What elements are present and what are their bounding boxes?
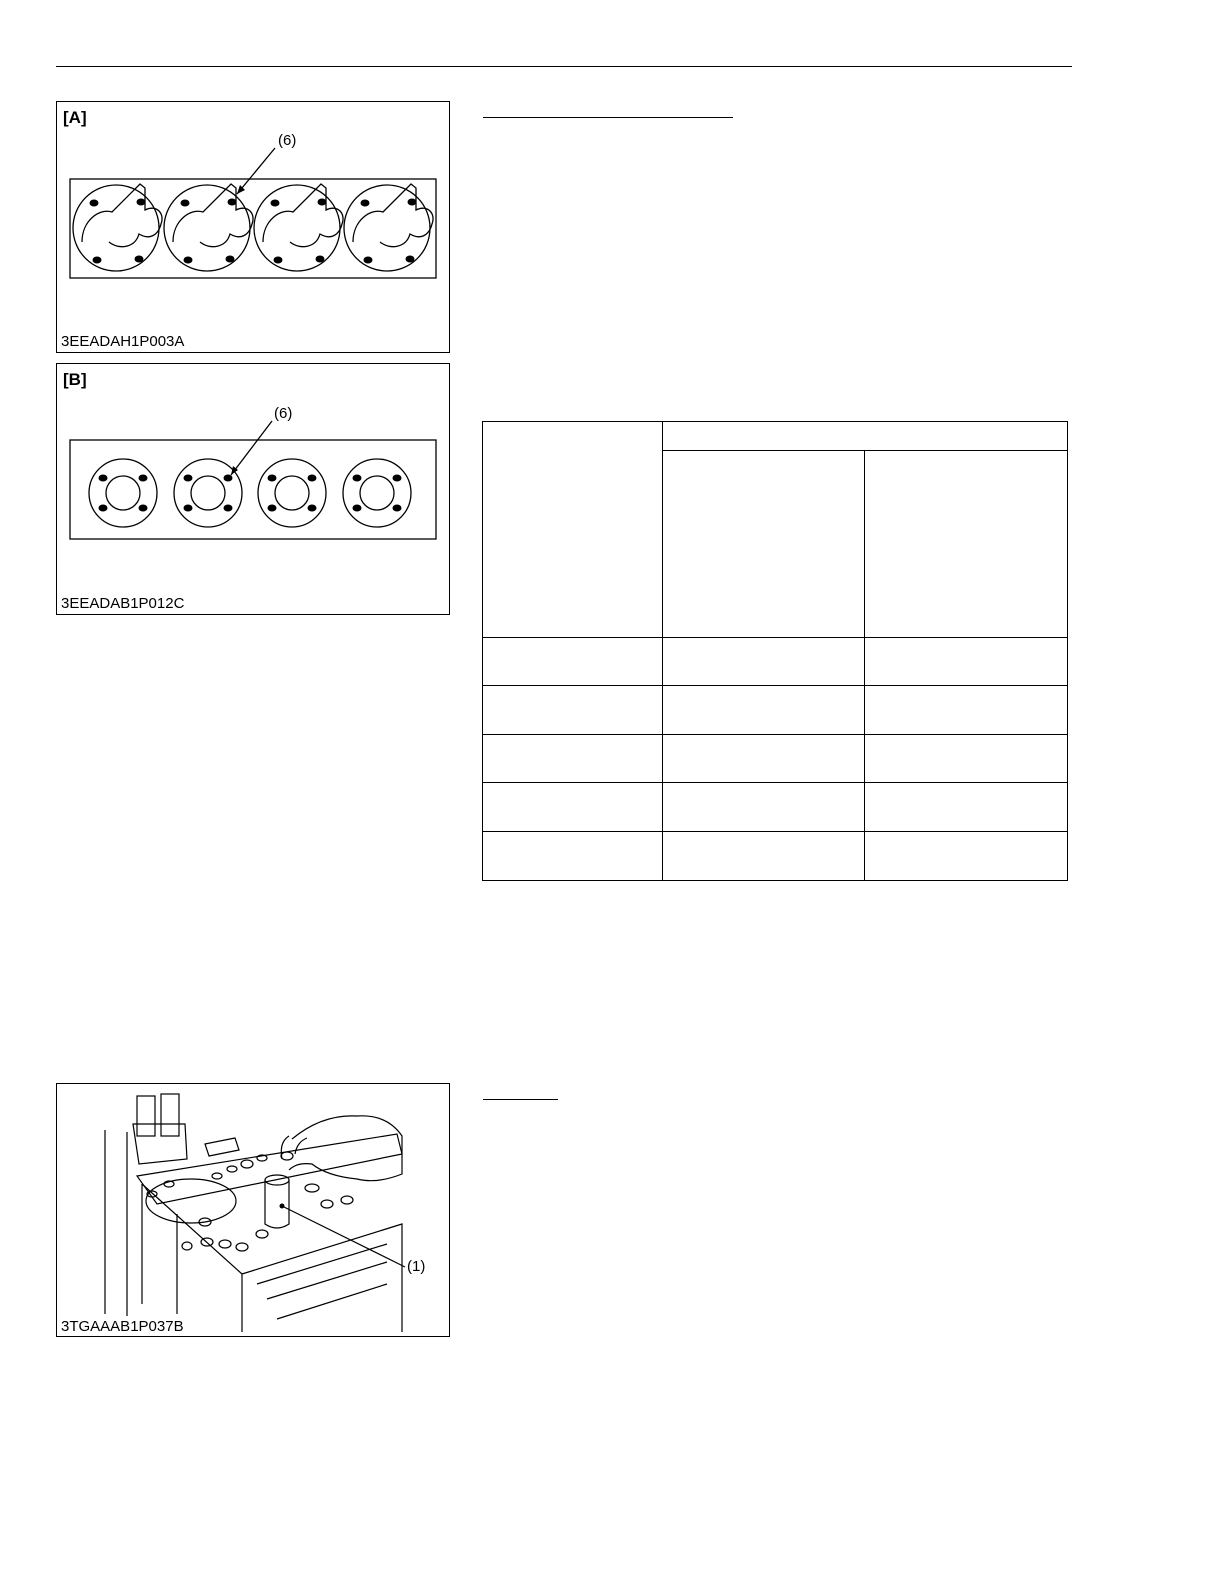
figure-a-callout: (6) — [278, 132, 297, 149]
table-border-right — [1067, 421, 1068, 881]
table-row-divider — [482, 685, 1068, 686]
table-border-left — [482, 421, 483, 881]
figure-b-head-gasket-top-view — [56, 363, 450, 615]
table-row-divider — [482, 637, 1068, 638]
figure-b-label: [B] — [63, 370, 87, 389]
table-row-divider — [482, 831, 1068, 832]
table-row-divider — [482, 782, 1068, 783]
figure-c-code: 3TGAAAB1P037B — [61, 1318, 184, 1335]
section-heading-underline-1 — [483, 117, 733, 118]
figure-a-code: 3EEADAH1P003A — [61, 333, 185, 350]
table-column-divider — [662, 421, 663, 881]
figure-b-drawing — [57, 364, 451, 616]
figure-b-code: 3EEADAB1P012C — [61, 595, 185, 612]
table-header-divider — [662, 450, 1068, 451]
table-border-top — [482, 421, 1068, 422]
figure-c-callout: (1) — [407, 1258, 426, 1275]
figure-c-cylinder-block-illustration — [56, 1083, 450, 1337]
figure-a-head-gasket-top-view — [56, 101, 450, 353]
section-heading-underline-2 — [483, 1099, 558, 1100]
figure-b-callout: (6) — [274, 405, 293, 422]
specification-table — [482, 421, 1068, 881]
figure-a-drawing — [57, 102, 451, 354]
figure-a-label: [A] — [63, 108, 87, 127]
table-border-bottom — [482, 880, 1068, 881]
table-column-divider — [864, 450, 865, 881]
table-row-divider — [482, 734, 1068, 735]
page-header-rule — [56, 66, 1072, 67]
figure-c-drawing — [57, 1084, 451, 1338]
